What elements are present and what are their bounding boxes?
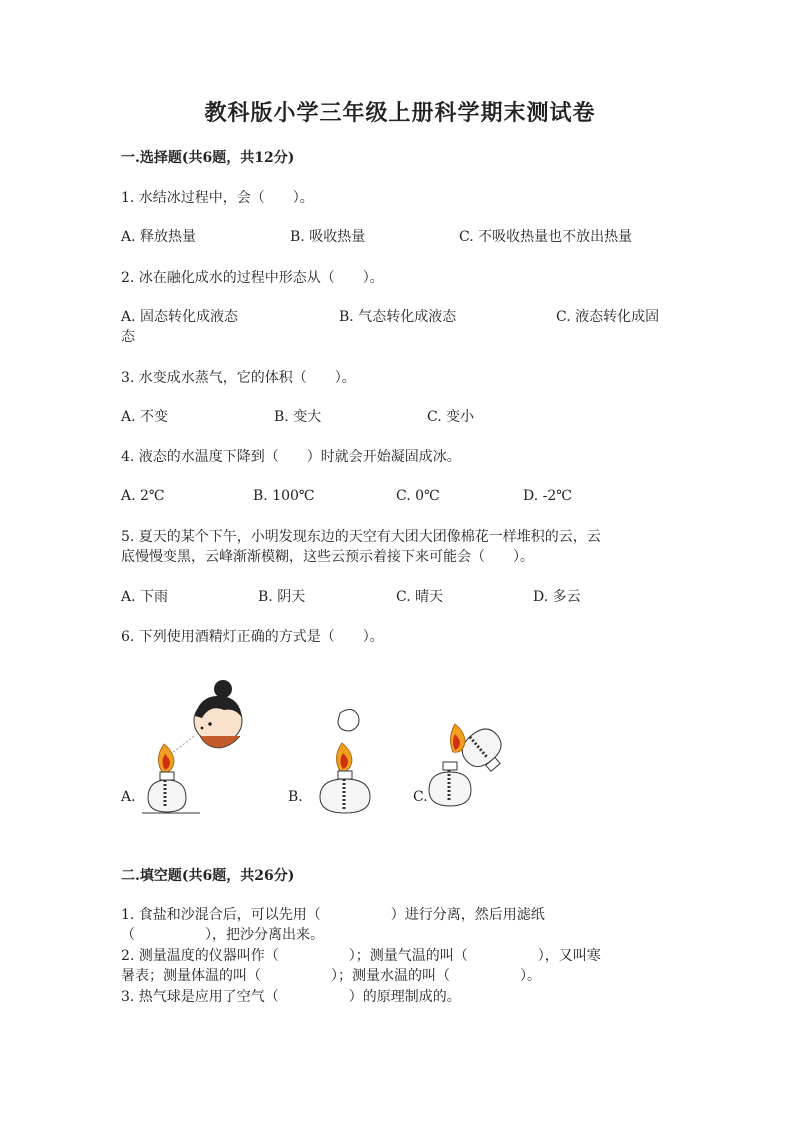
question-6-stem: 6. 下列使用酒精灯正确的方式是（ ）。 bbox=[121, 629, 384, 645]
question-5-option-a: A. 下雨 bbox=[121, 589, 169, 605]
question-3-stem: 3. 水变成水蒸气，它的体积（ ）。 bbox=[121, 370, 356, 386]
question-6-option-b: B. bbox=[288, 789, 303, 805]
question-6-option-a: A. bbox=[121, 789, 136, 805]
question-2-stem: 2. 冰在融化成水的过程中形态从（ ）。 bbox=[121, 270, 384, 286]
question-5-stem-line-1: 5. 夏天的某个下午，小明发现东边的天空有大团大团像棉花一样堆积的云，云 bbox=[121, 529, 601, 545]
question-5-stem-line-2: 底慢慢变黑，云峰渐渐模糊，这些云预示着接下来可能会（ ）。 bbox=[121, 549, 534, 565]
section-2-heading: 二.填空题(共6题，共26分) bbox=[121, 868, 295, 884]
question-4-stem: 4. 液态的水温度下降到（ ）时就会开始凝固成冰。 bbox=[121, 449, 461, 465]
question-1-option-a: A. 释放热量 bbox=[121, 229, 197, 245]
question-5-option-c: C. 晴天 bbox=[396, 589, 444, 605]
lamp-lit-from-another-lamp-icon bbox=[425, 718, 515, 818]
question-1-stem: 1. 水结冰过程中，会（ ）。 bbox=[121, 190, 314, 206]
question-3-option-b: B. 变大 bbox=[274, 409, 322, 425]
question-4-option-a: A. 2℃ bbox=[121, 488, 165, 504]
fill-question-1-line-1: 1. 食盐和沙混合后，可以先用（ ）进行分离，然后用滤纸 bbox=[121, 907, 545, 923]
question-2-option-c-wrap: 态 bbox=[121, 329, 135, 345]
question-4-option-d: D. -2℃ bbox=[523, 488, 572, 504]
question-3-option-c: C. 变小 bbox=[427, 409, 475, 425]
fill-question-2-line-2: 暑表；测量体温的叫（ ）；测量水温的叫（ ）。 bbox=[121, 968, 541, 984]
question-6-option-c: C. bbox=[413, 789, 428, 805]
question-3-option-a: A. 不变 bbox=[121, 409, 169, 425]
question-2-option-a: A. 固态转化成液态 bbox=[121, 309, 239, 325]
section-1-heading: 一.选择题(共6题，共12分) bbox=[121, 150, 295, 166]
question-2-option-b: B. 气态转化成液态 bbox=[339, 309, 457, 325]
question-4-option-c: C. 0℃ bbox=[396, 488, 440, 504]
question-1-option-b: B. 吸收热量 bbox=[290, 229, 366, 245]
question-1-option-c: C. 不吸收热量也不放出热量 bbox=[459, 229, 633, 245]
fill-question-1-line-2: （ ），把沙分离出来。 bbox=[121, 927, 324, 943]
girl-blowing-out-lamp-icon bbox=[140, 676, 250, 820]
page-title: 教科版小学三年级上册科学期末测试卷 bbox=[204, 100, 596, 126]
question-2-option-c: C. 液态转化成固 bbox=[556, 309, 660, 325]
lamp-with-cap-icon bbox=[312, 705, 382, 820]
question-5-option-b: B. 阴天 bbox=[258, 589, 306, 605]
fill-question-2-line-1: 2. 测量温度的仪器叫作（ ）；测量气温的叫（ ），又叫寒 bbox=[121, 948, 601, 964]
question-4-option-b: B. 100℃ bbox=[253, 488, 315, 504]
question-5-option-d: D. 多云 bbox=[533, 589, 581, 605]
fill-question-3-line-1: 3. 热气球是应用了空气（ ）的原理制成的。 bbox=[121, 989, 461, 1005]
